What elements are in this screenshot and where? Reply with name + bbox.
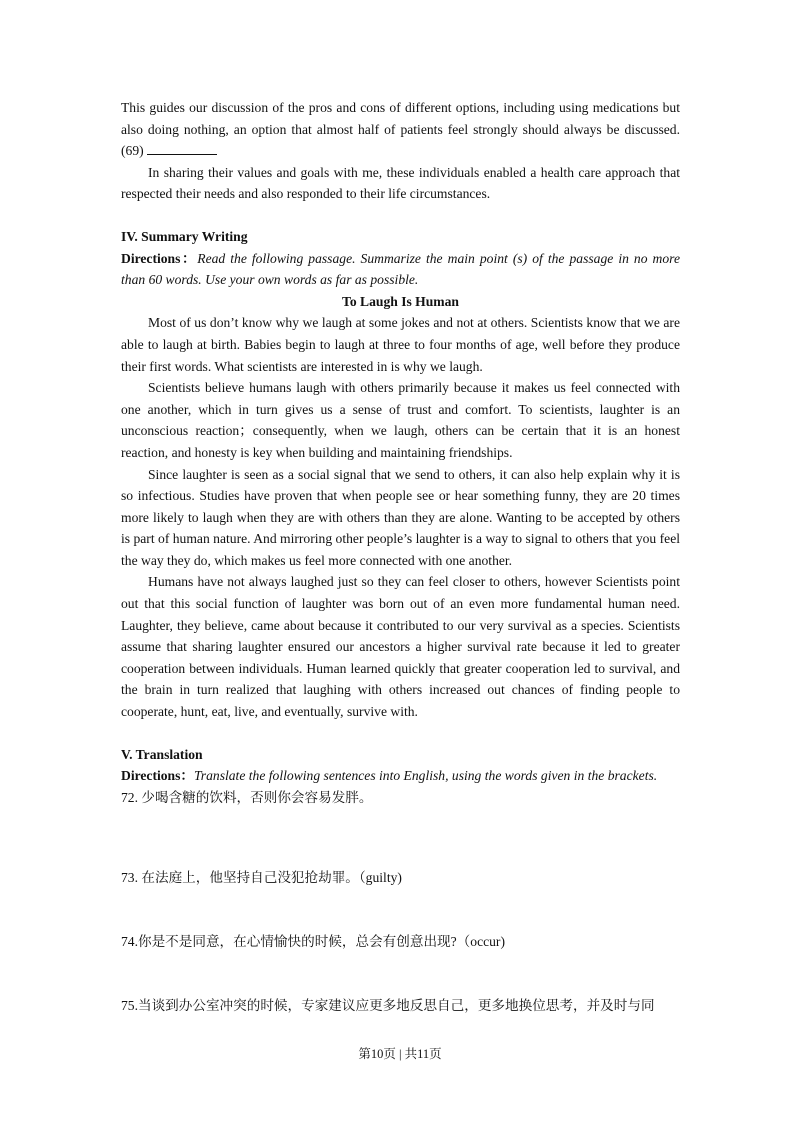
directions-label: Directions： xyxy=(121,250,198,266)
passage-paragraph: In sharing their values and goals with me, these individuals enabled a health care approach that respected their needs and also responded to their life circumstances. xyxy=(121,164,680,202)
passage-paragraph: Humans have not always laughed just so they can feel closer to others, however Scientists point out that this social function of laughter was born out of an even more fundamental human need. Laughter, they believe, came about because it contributed to our very survival as a species. Scientists assume that sharing laughter ensured our ancestors a higher survival rate because it led to greater cooperation between individuals. Human learned quickly that greater cooperation led to survival, and the brain in turn realized that laughing with others increased out chances of finding people to cooperate, hunt, eat, live, and eventually, survive with. xyxy=(121,574,680,720)
question-72: 72. 少喝含糖的饮料，否则你会容易发胖。 xyxy=(121,789,373,805)
passage-paragraph: Most of us don’t know why we laugh at some jokes and not at others. Scientists know that we are able to laugh at birth. Babies begin to laugh at three to four months of age, well before they produce their first words. What scientists are interested in is why we laugh. xyxy=(121,315,680,374)
paragraph-text: This guides our discussion of the pros and cons of different options, including using medications but also doing nothing, an option that almost half of patients feel strongly should always be discussed. (69) xyxy=(121,100,680,159)
directions-text: Read the following passage. Summarize the main point (s) of the passage in no more than 60 words. Use your own words as far as possible. xyxy=(121,250,680,288)
directions-label: Directions： xyxy=(121,768,194,784)
answer-blank-69[interactable] xyxy=(147,142,217,155)
page-footer: 第10页 | 共11页 xyxy=(358,1047,442,1061)
question-74: 74.你是不是同意，在心情愉快的时候，总会有创意出现?（occur) xyxy=(121,934,505,949)
passage-paragraph: Scientists believe humans laugh with others primarily because it makes us feel connected with one another, which in turn gives us a sense of trust and comfort. To scientists, laughter is an unconscious reaction；consequently, when we laugh, others can be certain that it is an honest reaction, and honesty is key when building and maintaining friendships. xyxy=(121,380,680,460)
passage-title: To Laugh Is Human xyxy=(342,293,459,309)
directions-text: Translate the following sentences into English, using the words given in the brackets. xyxy=(194,768,658,784)
passage-paragraph: Since laughter is seen as a social signal that we send to others, it can also help explain why it is so infectious. Studies have proven that when people see or hear something funny, they are 20 times more likely to laugh when they are with others than they are alone. Wanting to be accepted by others is part of human nature. And mirroring other people’s laughter is a way to signal to others that you feel the way they do, which makes us feel more connected with one another. xyxy=(121,466,680,568)
document-page xyxy=(121,97,680,1013)
section-heading-translation: V. Translation xyxy=(121,746,203,762)
passage-paragraph xyxy=(121,97,680,162)
directions xyxy=(121,248,680,291)
question-73: 73. 在法庭上，他坚持自己没犯抢劫罪。（guilty) xyxy=(121,870,402,885)
section-heading-summary: IV. Summary Writing xyxy=(121,228,248,244)
question-75: 75.当谈到办公室冲突的时候，专家建议应更多地反思自己，更多地换位思考，并及时与同 xyxy=(121,998,655,1013)
directions xyxy=(121,765,680,787)
